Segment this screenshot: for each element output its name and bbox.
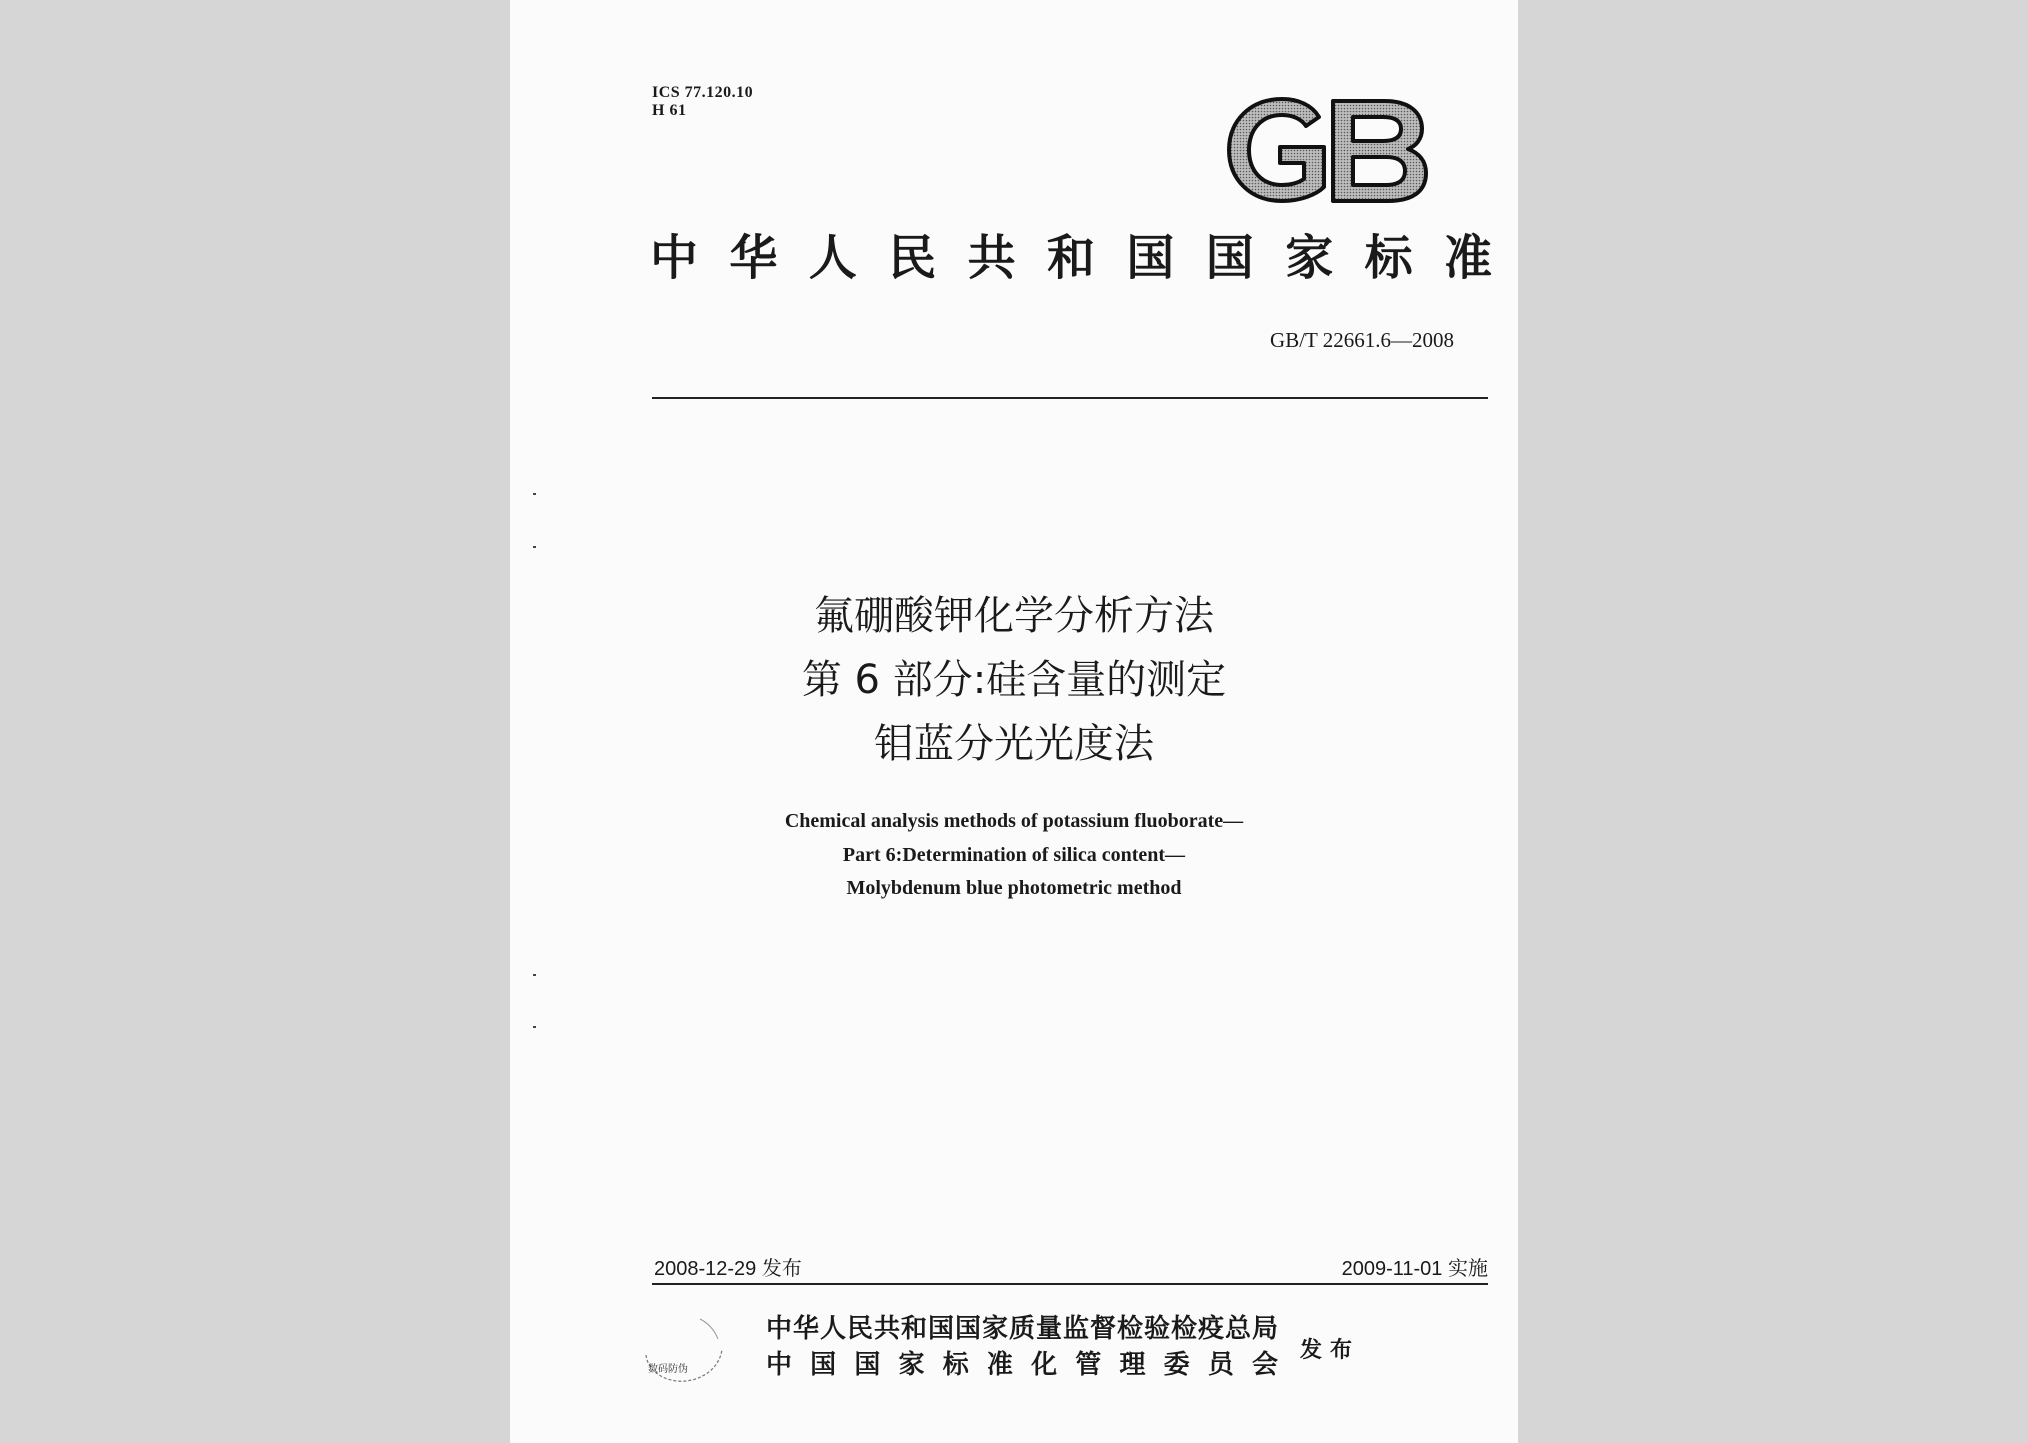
title-cn-line-1: 氟硼酸钾化学分析方法 [814, 593, 1214, 639]
title-cn-line-3: 钼蓝分光光度法 [874, 721, 1154, 767]
standard-cover-page [510, 0, 1518, 1443]
national-standard-title: 中华人民共和国国家标准 [650, 230, 1492, 286]
footer-divider [652, 1283, 1488, 1285]
title-en-line-3: Molybdenum blue photometric method [846, 877, 1182, 899]
ics-code: ICS 77.120.10 [652, 84, 754, 101]
margin-mark [533, 1026, 536, 1028]
issue-date: 2008-12-29 发布 [654, 1258, 802, 1280]
margin-mark [533, 546, 536, 548]
margin-mark [533, 493, 536, 495]
issuer-line-1: 中华人民共和国国家质量监督检验检疫总局 [766, 1314, 1278, 1344]
standard-number: GB/T 22661.6—2008 [1270, 328, 1454, 352]
title-en-line-1: Chemical analysis methods of potassium fluoborate— [784, 810, 1244, 832]
margin-mark [533, 974, 536, 976]
publish-label: 发布 [1300, 1337, 1361, 1363]
title-en-line-2: Part 6:Determination of silica content— [842, 844, 1186, 866]
gb-logo [1220, 95, 1430, 205]
seal-label: 数码防伪 [648, 1364, 688, 1375]
title-cn-line-2: 第 6 部分:硅含量的测定 [801, 657, 1227, 703]
ccs-code: H 61 [652, 102, 687, 119]
implementation-date: 2009-11-01 实施 [1341, 1258, 1488, 1280]
header-divider [652, 397, 1488, 399]
issuer-line-2: 中国国家标准化管理委员会 [766, 1350, 1278, 1380]
